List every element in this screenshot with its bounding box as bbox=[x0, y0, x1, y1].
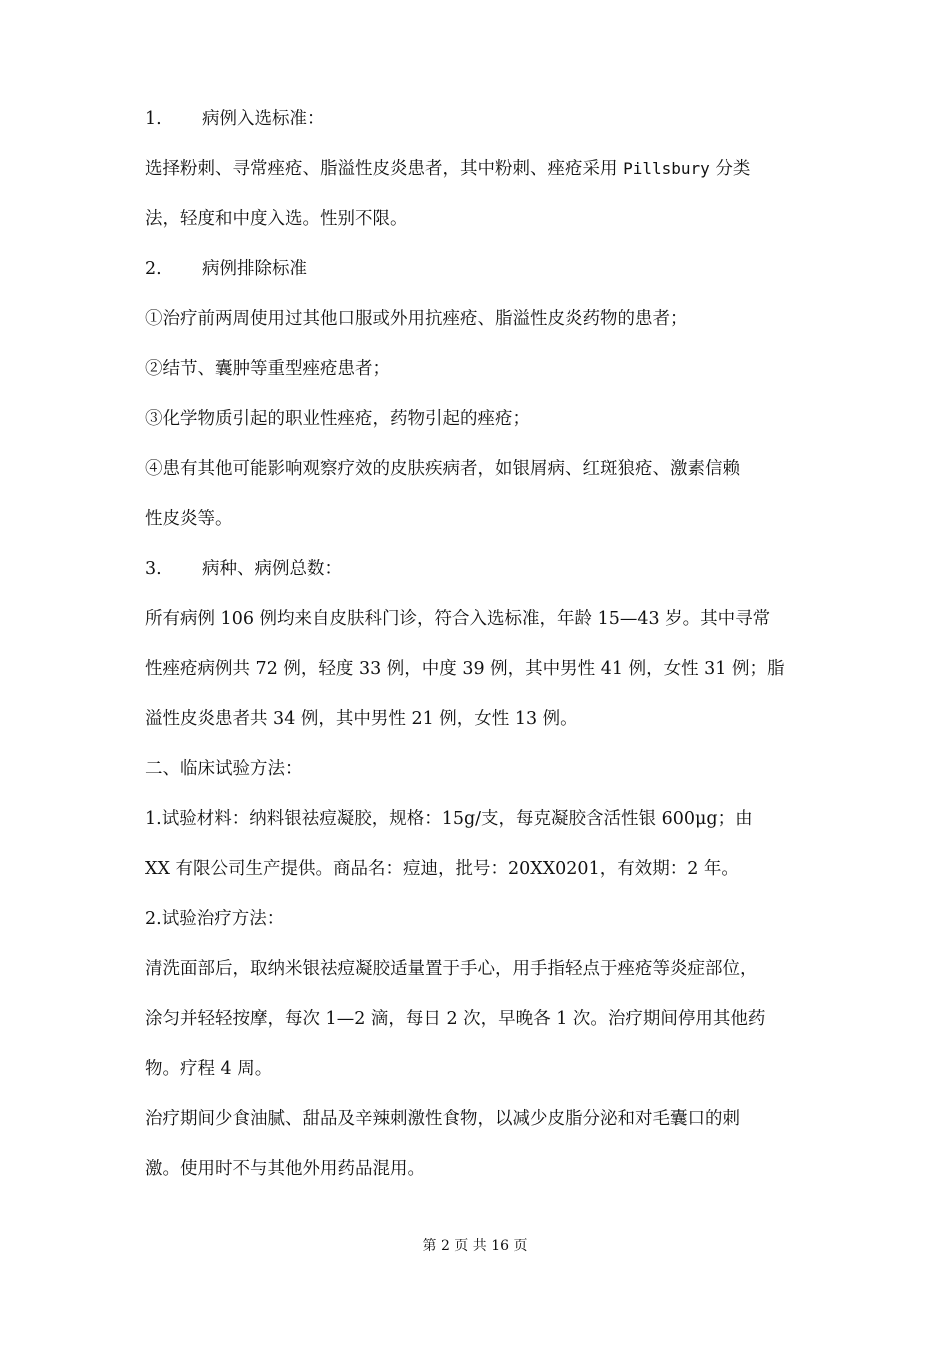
note-line-2: 激。使用时不与其他外用药品混用。 bbox=[145, 1159, 425, 1179]
inclusion-text-a: 选择粉刺、寻常痤疮、脂溢性皮炎患者，其中粉刺、痤疮采用 bbox=[145, 159, 624, 179]
inclusion-paragraph-line-2: 法，轻度和中度入选。性别不限。 bbox=[145, 209, 408, 229]
part-2-heading: 二、临床试验方法： bbox=[145, 759, 303, 779]
exclusion-item-1: ①治疗前两周使用过其他口服或外用抗痤疮、脂溢性皮炎药物的患者； bbox=[145, 309, 688, 329]
pillsbury-term: Pillsbury bbox=[623, 159, 710, 178]
section-3-number: 3. bbox=[145, 559, 162, 579]
section-1-heading bbox=[145, 94, 810, 144]
section-3-title: 病种、病例总数： bbox=[202, 559, 342, 579]
materials-line-2: XX 有限公司生产提供。商品名：痘迪，批号：20XX0201，有效期：2 年。 bbox=[145, 859, 739, 879]
inclusion-text-c: 分类 bbox=[709, 159, 751, 179]
case-summary-line-1: 所有病例 106 例均来自皮肤科门诊，符合入选标准，年龄 15—43 岁。其中寻常 bbox=[145, 609, 771, 629]
method-line-3: 物。疗程 4 周。 bbox=[145, 1059, 273, 1079]
section-2-title: 病例排除标准 bbox=[202, 259, 307, 279]
note-line-1: 治疗期间少食油腻、甜品及辛辣刺激性食物，以减少皮脂分泌和对毛囊口的刺 bbox=[145, 1109, 740, 1129]
inclusion-paragraph-line-1 bbox=[145, 144, 810, 194]
exclusion-item-4-line-2: 性皮炎等。 bbox=[145, 509, 233, 529]
section-1-number: 1. bbox=[145, 109, 162, 129]
method-heading: 2.试验治疗方法： bbox=[145, 909, 285, 929]
exclusion-item-2: ②结节、囊肿等重型痤疮患者； bbox=[145, 359, 390, 379]
section-1-title: 病例入选标准： bbox=[202, 109, 325, 129]
case-summary-line-2: 性痤疮病例共 72 例，轻度 33 例，中度 39 例，其中男性 41 例，女性 31 例；脂 bbox=[145, 659, 785, 679]
method-line-2: 涂匀并轻轻按摩，每次 1—2 滴，每日 2 次，早晚各 1 次。治疗期间停用其他药 bbox=[145, 1009, 766, 1029]
exclusion-item-4-line-1: ④患有其他可能影响观察疗效的皮肤疾病者，如银屑病、红斑狼疮、激素信赖 bbox=[145, 459, 740, 479]
case-summary-line-3: 溢性皮炎患者共 34 例，其中男性 21 例，女性 13 例。 bbox=[145, 709, 578, 729]
section-2-number: 2. bbox=[145, 259, 162, 279]
materials-line-1: 1.试验材料：纳料银祛痘凝胶，规格：15g/支，每克凝胶含活性银 600μg；由 bbox=[145, 809, 753, 829]
section-3-heading bbox=[145, 544, 810, 594]
section-2-heading bbox=[145, 244, 810, 294]
exclusion-item-3: ③化学物质引起的职业性痤疮，药物引起的痤疮； bbox=[145, 409, 530, 429]
document-body bbox=[145, 94, 810, 1194]
page-number-footer: 第 2 页 共 16 页 bbox=[422, 1238, 528, 1254]
method-line-1: 清洗面部后，取纳米银祛痘凝胶适量置于手心，用手指轻点于痤疮等炎症部位， bbox=[145, 959, 758, 979]
